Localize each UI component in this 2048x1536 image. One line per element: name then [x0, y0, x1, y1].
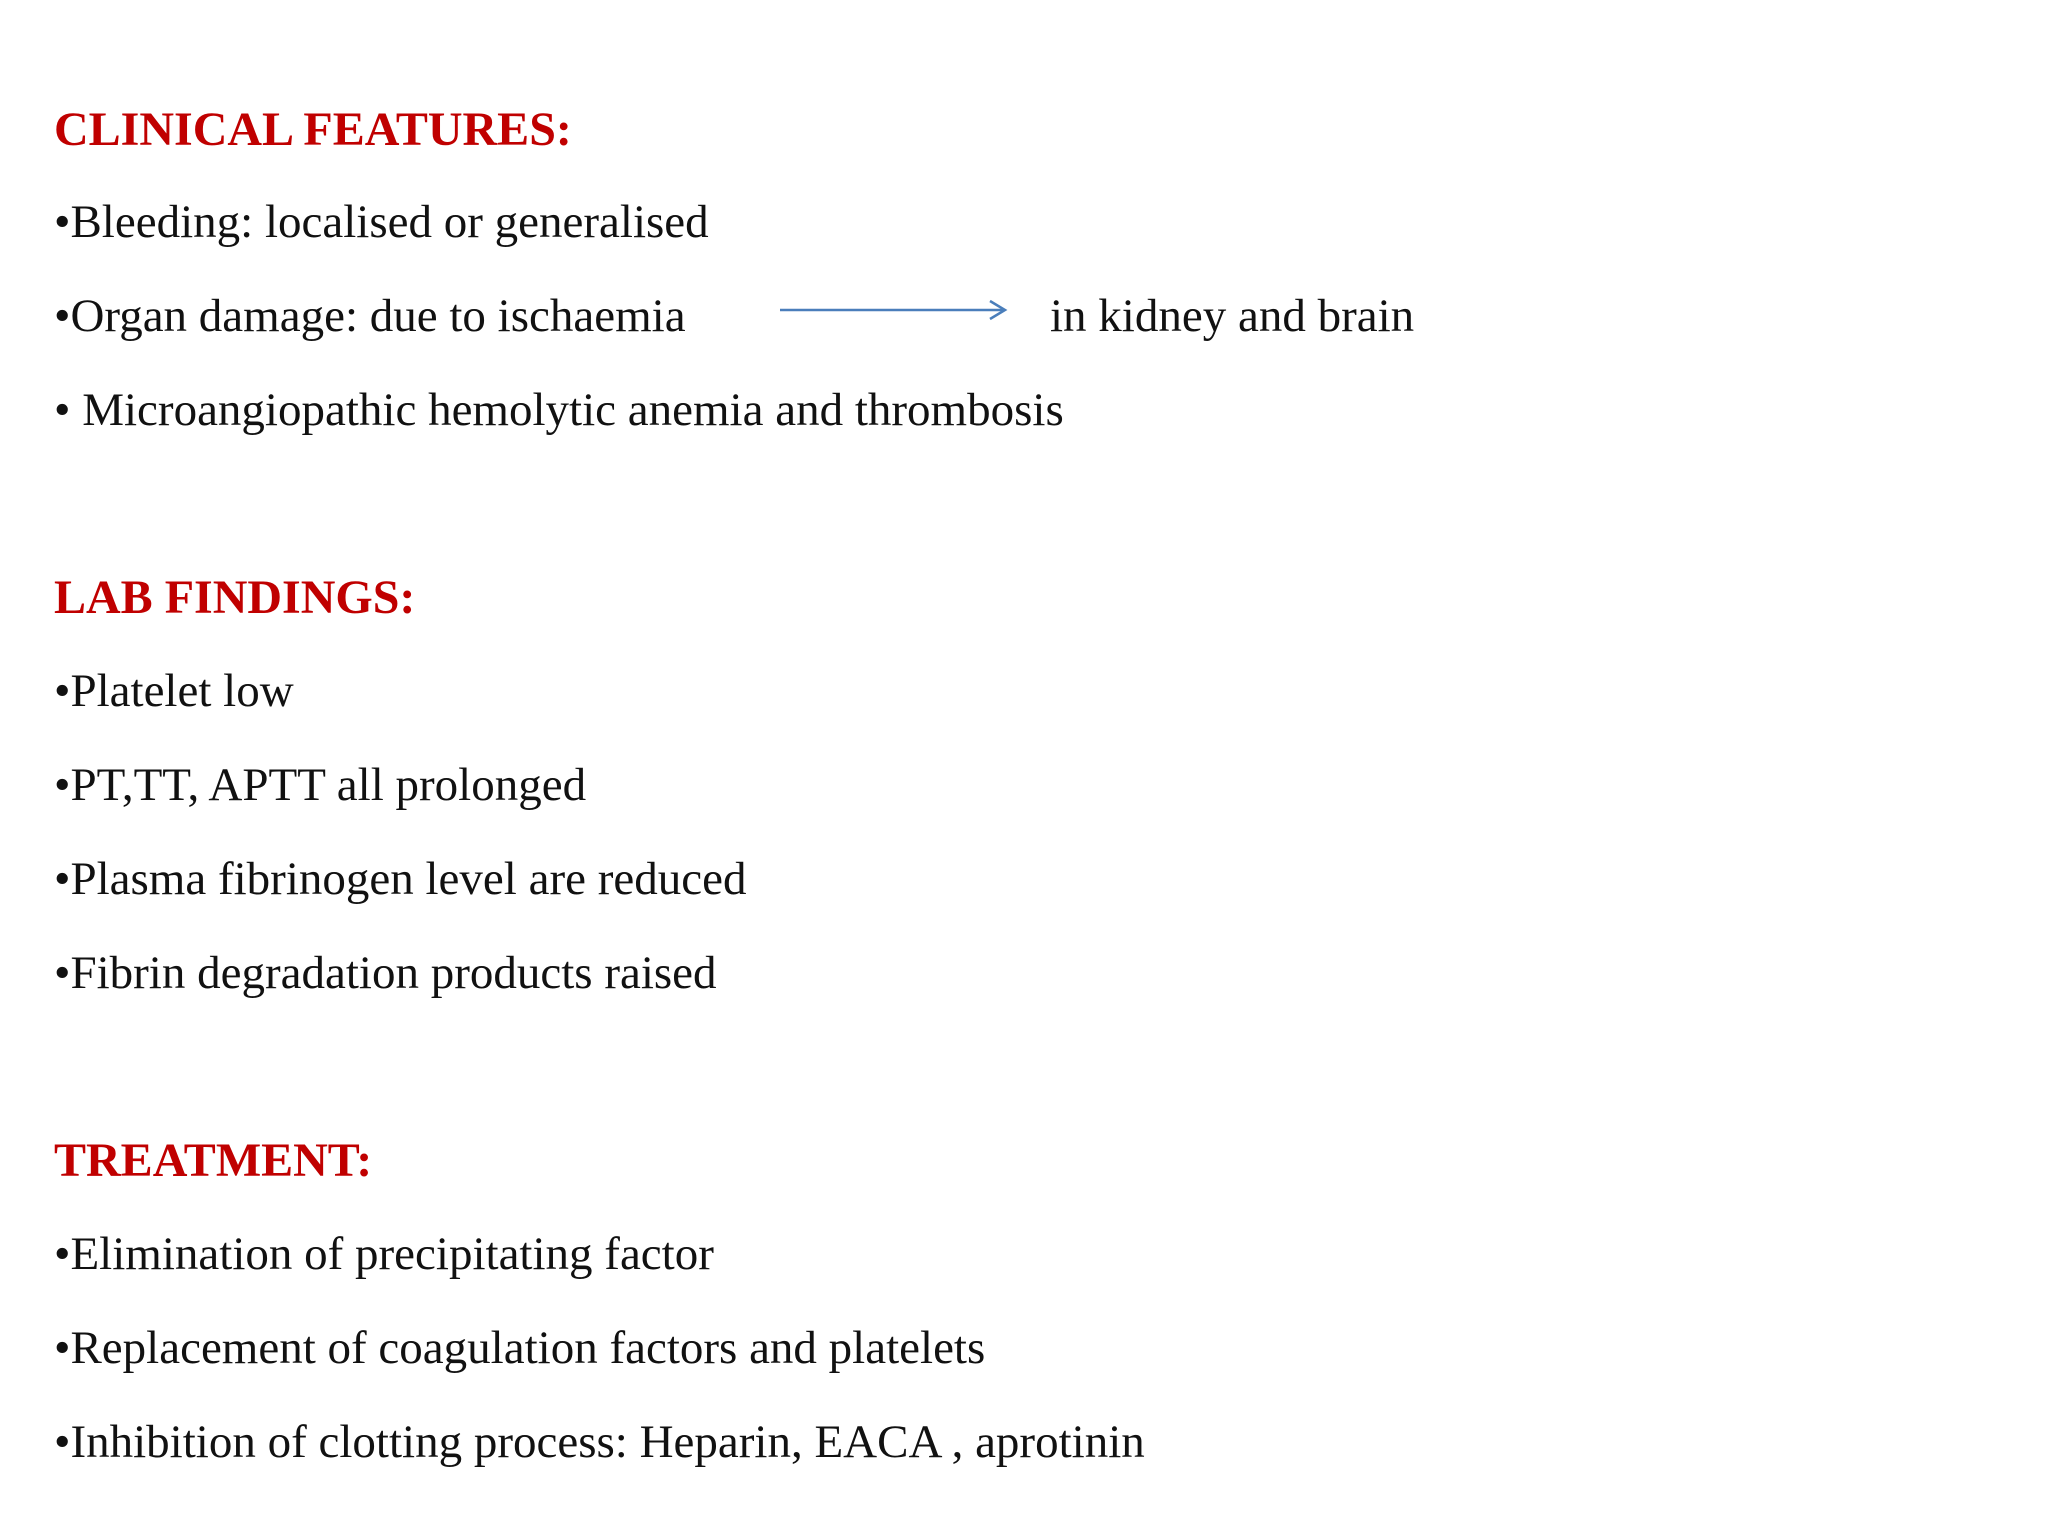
bullet-microangiopathic: • Microangiopathic hemolytic anemia and thrombosis	[54, 384, 1064, 436]
organ-damage-sites: in kidney and brain	[1050, 290, 1415, 342]
bullet-inhibition: •Inhibition of clotting process: Heparin, EACA , aprotinin	[54, 1416, 1145, 1468]
lab-findings-heading: LAB FINDINGS:	[54, 571, 416, 624]
bullet-bleeding: •Bleeding: localised or generalised	[54, 196, 709, 248]
bullet-fibrin-degradation: •Fibrin degradation products raised	[54, 947, 717, 999]
bullet-elimination: •Elimination of precipitating factor	[54, 1228, 714, 1280]
right-arrow-icon	[778, 298, 1008, 322]
clinical-features-heading: CLINICAL FEATURES:	[54, 103, 572, 156]
bullet-replacement: •Replacement of coagulation factors and platelets	[54, 1322, 986, 1374]
bullet-platelet: •Platelet low	[54, 665, 294, 717]
bullet-fibrinogen: •Plasma fibrinogen level are reduced	[54, 853, 747, 905]
bullet-organ-damage: •Organ damage: due to ischaemia	[54, 290, 686, 342]
bullet-pt-tt-aptt: •PT,TT, APTT all prolonged	[54, 759, 587, 811]
treatment-heading: TREATMENT:	[54, 1134, 373, 1187]
